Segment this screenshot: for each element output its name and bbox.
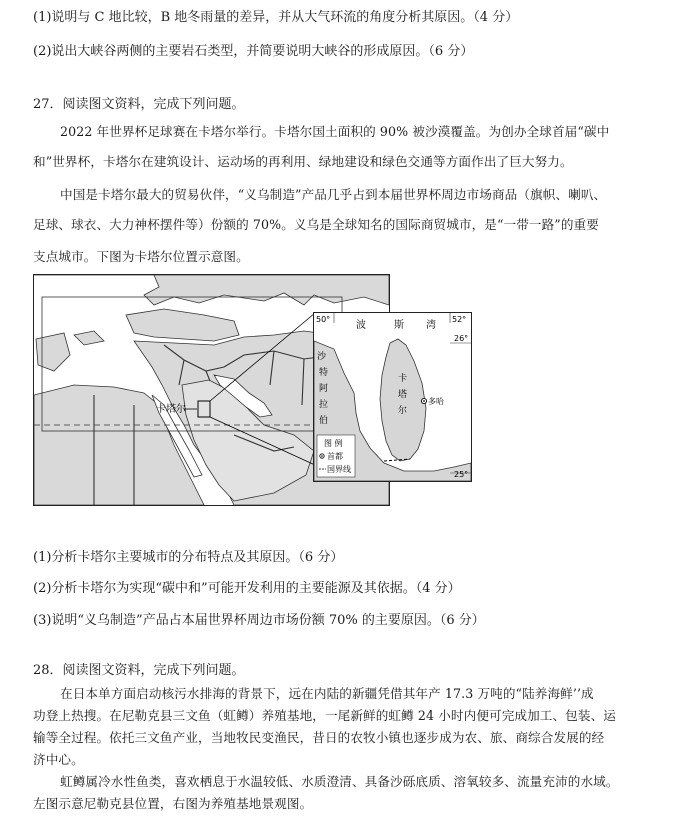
q28-text-line: 输等全过程。依托三文鱼产业，当地牧民变渔民，昔日的农牧小镇也逐步成为农、旅、商综合发展的经 <box>33 730 605 745</box>
gulf-char: 波 <box>356 320 366 331</box>
overview-qatar-label: 卡塔尔 <box>156 404 186 415</box>
saudi-char: 阿 <box>319 384 329 394</box>
q28-text-line: 在日本单方面启动核污水排海的背景下，远在内陆的新疆凭借其年产 17.3 万吨的“陆养海鲜’’成 <box>60 686 594 701</box>
q27-question-3: (3)说明“义乌制造”产品占本届世界杯周边市场份额 70% 的主要原因。（6 分） <box>33 613 485 628</box>
q27-text-line: 2022 年世界杯足球赛在卡塔尔举行。卡塔尔国土面积的 90% 被沙漠覆盖。为创办全球首届“碳中 <box>60 124 610 139</box>
q28-text-line: 功登上热搜。在尼勒克县三文鱼（虹鳟）养殖基地，一尾新鲜的虹鳟 24 小时内便可完成加工、包装、运 <box>33 708 616 723</box>
q27-header: 27．阅读图文资料，完成下列问题。 <box>33 97 245 112</box>
q27-text-line: 支点城市。下图为卡塔尔位置示意图。 <box>33 249 249 264</box>
saudi-char: 拉 <box>319 400 329 410</box>
lat-bottom-label: 25° <box>454 470 469 479</box>
saudi-char: 特 <box>319 368 329 378</box>
saudi-char: 沙 <box>317 352 327 362</box>
q28-text-line: 左图示意尼勒克县位置，右图为养殖基地景观图。 <box>33 796 313 811</box>
gulf-char: 湾 <box>426 320 436 331</box>
q28-header: 28．阅读图文资料，完成下列问题。 <box>33 663 245 678</box>
qatar-char: 塔 <box>398 390 408 400</box>
q28-text-line: 虹鳟属冷水性鱼类，喜欢栖息于水温较低、水质澄清、具备沙砾底质、溶氧较多、流量充沛的水域。 <box>60 774 619 789</box>
prev-question-2: (2)说出大峡谷两侧的主要岩石类型，并简要说明大峡谷的形成原因。（6 分） <box>33 44 474 59</box>
legend-border-label: 国界线 <box>327 465 351 474</box>
q28-text-line: 济中心。 <box>33 752 84 767</box>
prev-question-1: (1)说明与 C 地比较，B 地冬雨量的差异，并从大气环流的角度分析其原因。（4 分） <box>33 10 519 25</box>
legend-title: 图 例 <box>324 439 343 448</box>
q27-text-line: 中国是卡塔尔最大的贸易伙伴，“义乌制造”产品几乎占到本届世界杯周边市场商品（旗帜、喇叭、 <box>60 187 607 202</box>
gulf-char: 斯 <box>394 320 404 331</box>
saudi-char: 伯 <box>319 416 329 426</box>
q27-text-line: 足球、球衣、大力神杯摆件等）份额的 70%。义乌是全球知名的国际商贸城市，是“一带一路”的重要 <box>33 217 599 232</box>
q27-text-line: 和”世界杯，卡塔尔在建筑设计、运动场的再利用、绿地建设和绿色交通等方面作出了巨大努力。 <box>33 154 573 169</box>
lon-left-label: 50° <box>316 315 331 324</box>
inset-map-drawing <box>314 313 471 481</box>
qatar-char: 卡 <box>398 374 408 384</box>
capital-label: 多哈 <box>428 397 444 406</box>
legend-capital-label: 首都 <box>327 452 343 461</box>
qatar-char: 尔 <box>398 406 408 416</box>
lat-top-label: 26° <box>454 334 469 343</box>
q27-question-1: (1)分析卡塔尔主要城市的分布特点及其原因。（6 分） <box>33 550 344 565</box>
lon-right-label: 52° <box>452 315 467 324</box>
q27-question-2: (2)分析卡塔尔为实现“碳中和”可能开发利用的主要能源及其依据。（4 分） <box>33 581 461 596</box>
inset-map <box>313 312 472 482</box>
